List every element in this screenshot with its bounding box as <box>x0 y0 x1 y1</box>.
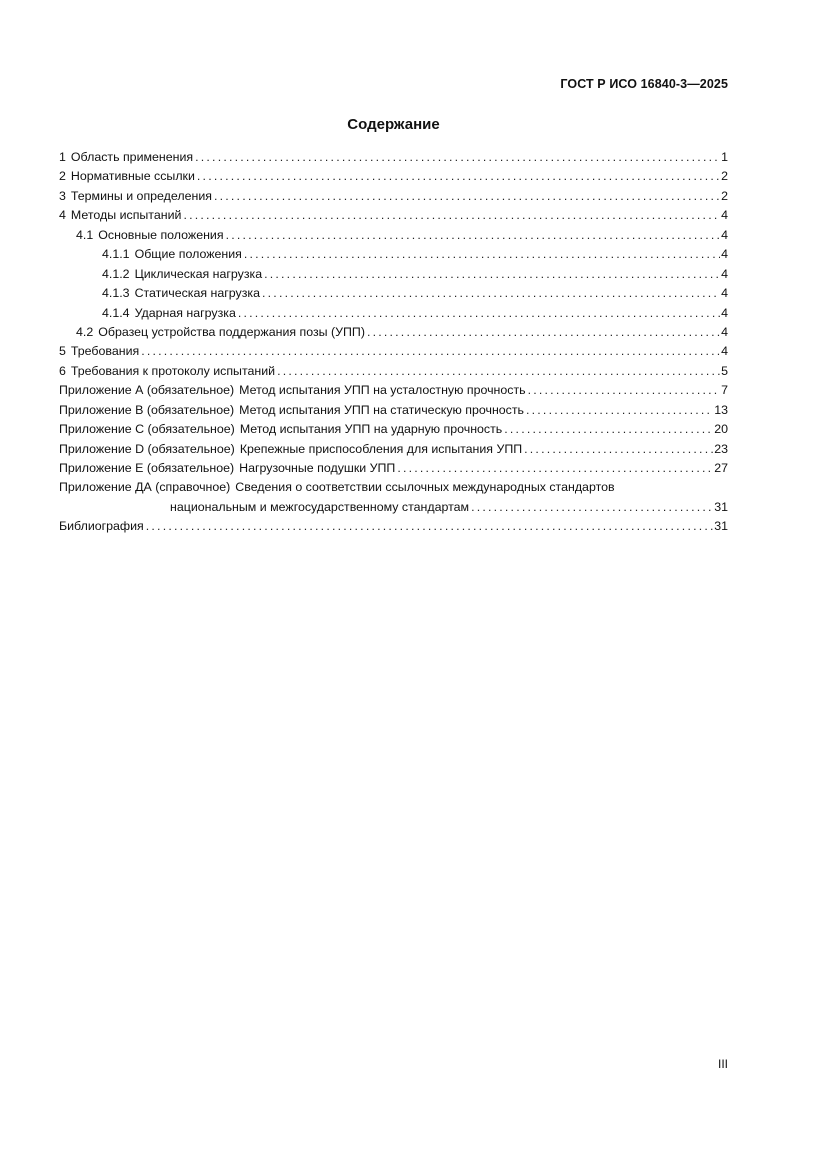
toc-entry-page: 7 <box>721 383 728 398</box>
toc-entry-number: 4 <box>59 208 66 223</box>
toc-entry-page: 4 <box>721 266 728 281</box>
toc-entry-label: Область применения <box>70 150 194 164</box>
toc-entry-label: Общие положения <box>134 247 242 262</box>
toc-entry-label: Метод испытания УПП на статическую прочность <box>239 402 524 417</box>
toc-entry-number: 4.1 <box>76 227 94 242</box>
toc-entry-label: Требования <box>70 344 140 359</box>
toc-entry-number: Приложение В (обязательное) <box>59 402 235 417</box>
toc-entry-annex[interactable] <box>59 459 728 478</box>
toc-entry-annex[interactable] <box>59 401 728 420</box>
toc-entry[interactable] <box>59 284 728 303</box>
toc-leader-dots <box>238 304 720 323</box>
toc-entry[interactable] <box>59 187 728 206</box>
toc-entry-page: 5 <box>721 363 728 378</box>
toc-entry-page: 4 <box>721 286 728 301</box>
toc-leader-dots <box>264 265 720 284</box>
toc-leader-dots <box>141 342 720 361</box>
toc-entry-page: 20 <box>714 422 728 437</box>
toc-entry-page: 1 <box>721 150 728 164</box>
toc-entry-number: 3 <box>59 188 66 203</box>
toc-leader-dots <box>195 148 720 167</box>
toc-entry-label: Библиография <box>59 519 144 534</box>
toc-entry-page: 4 <box>721 305 728 320</box>
toc-entry-label: Крепежные приспособления для испытания УПП <box>239 441 523 456</box>
toc-entry-number: 4.1.3 <box>102 286 130 301</box>
toc-entry[interactable] <box>59 304 728 323</box>
toc-entry-number: 4.1.4 <box>102 305 130 320</box>
toc-leader-dots <box>146 517 713 536</box>
toc-entry-number: 5 <box>59 344 66 359</box>
toc-leader-dots <box>226 226 721 245</box>
toc-entry-page: 2 <box>721 188 728 203</box>
toc-entry-page: 4 <box>721 247 728 262</box>
toc-entry-page: 4 <box>721 208 728 223</box>
document-code: ГОСТ Р ИСО 16840-3—2025 <box>560 77 728 91</box>
toc-entry-label: Нагрузочные подушки УПП <box>239 461 396 475</box>
toc-leader-dots <box>471 498 713 517</box>
toc-entry-annex[interactable] <box>59 478 728 497</box>
toc-entry-label: Метод испытания УПП на усталостную прочность <box>239 383 526 398</box>
toc-leader-dots <box>183 206 720 225</box>
toc-entry-page: 13 <box>714 402 728 417</box>
toc-entry-label: Требования к протоколу испытаний <box>70 363 276 378</box>
toc-entry-label: Методы испытаний <box>70 208 182 223</box>
toc-entry-number: Приложение А (обязательное) <box>59 383 235 398</box>
toc-entry-page: 31 <box>714 499 728 514</box>
toc-entry-number: 6 <box>59 363 66 378</box>
toc-entry-label: Ударная нагрузка <box>134 305 236 320</box>
toc-title: Содержание <box>347 116 440 133</box>
toc-entry-label: Статическая нагрузка <box>134 286 261 301</box>
toc-entry-number: 4.1.2 <box>102 266 130 281</box>
toc-entry[interactable] <box>59 245 728 264</box>
toc-leader-dots <box>277 362 720 381</box>
toc-entry-number: 4.2 <box>76 324 94 339</box>
toc-leader-dots <box>244 245 720 264</box>
toc-leader-dots <box>262 284 720 303</box>
toc-entry-page: 4 <box>721 324 728 339</box>
toc-entry[interactable] <box>59 265 728 284</box>
toc-entry[interactable] <box>59 148 728 167</box>
toc-entry-page: 31 <box>714 519 728 534</box>
toc-entry[interactable] <box>59 362 728 381</box>
toc-entry[interactable] <box>59 342 728 361</box>
toc-entry-label: Сведения о соответствии ссылочных международных стандартов <box>235 480 615 495</box>
toc-leader-dots <box>214 187 720 206</box>
toc-leader-dots <box>197 167 720 186</box>
toc-entry-page: 23 <box>714 441 728 456</box>
toc-entry[interactable] <box>59 226 728 245</box>
toc-entry-number: Приложение D (обязательное) <box>59 441 235 456</box>
toc-entry-label: Метод испытания УПП на ударную прочность <box>239 422 503 437</box>
toc-leader-dots <box>524 440 713 459</box>
toc-entry-page: 2 <box>721 169 728 184</box>
toc-entry-number: Приложение ДА (справочное) <box>59 480 231 495</box>
toc-entry-annex[interactable] <box>59 440 728 459</box>
toc-entry-number: Приложение С (обязательное) <box>59 422 235 437</box>
toc-leader-dots <box>526 401 713 420</box>
toc-entry-number: Приложение Е (обязательное) <box>59 461 235 475</box>
table-of-contents <box>59 148 728 537</box>
toc-entry-label-continuation: национальным и межгосударственному стандартам <box>170 499 470 514</box>
toc-entry-number: 1 <box>59 150 66 164</box>
toc-entry-label: Циклическая нагрузка <box>134 266 263 281</box>
toc-entry-page: 4 <box>721 344 728 359</box>
toc-entry-page: 4 <box>721 227 728 242</box>
toc-entry-number: 2 <box>59 169 66 184</box>
toc-leader-dots <box>504 420 713 439</box>
toc-entry[interactable] <box>59 206 728 225</box>
toc-entry-label: Нормативные ссылки <box>70 169 195 184</box>
toc-entry[interactable] <box>59 167 728 186</box>
toc-entry-page: 27 <box>714 461 728 475</box>
toc-entry-label: Основные положения <box>98 227 224 242</box>
toc-entry-annex-continuation[interactable] <box>59 498 728 517</box>
page-number: III <box>717 1057 728 1071</box>
toc-entry-label: Образец устройства поддержания позы (УПП) <box>98 324 365 339</box>
toc-entry-annex[interactable] <box>59 381 728 400</box>
toc-entry-bibliography[interactable] <box>59 517 728 536</box>
toc-leader-dots <box>367 323 720 342</box>
toc-entry-annex[interactable] <box>59 420 728 439</box>
toc-leader-dots <box>397 459 713 478</box>
toc-entry-label: Термины и определения <box>70 188 212 203</box>
toc-leader-dots <box>528 381 720 400</box>
toc-entry[interactable] <box>59 323 728 342</box>
toc-entry-number: 4.1.1 <box>102 247 130 262</box>
